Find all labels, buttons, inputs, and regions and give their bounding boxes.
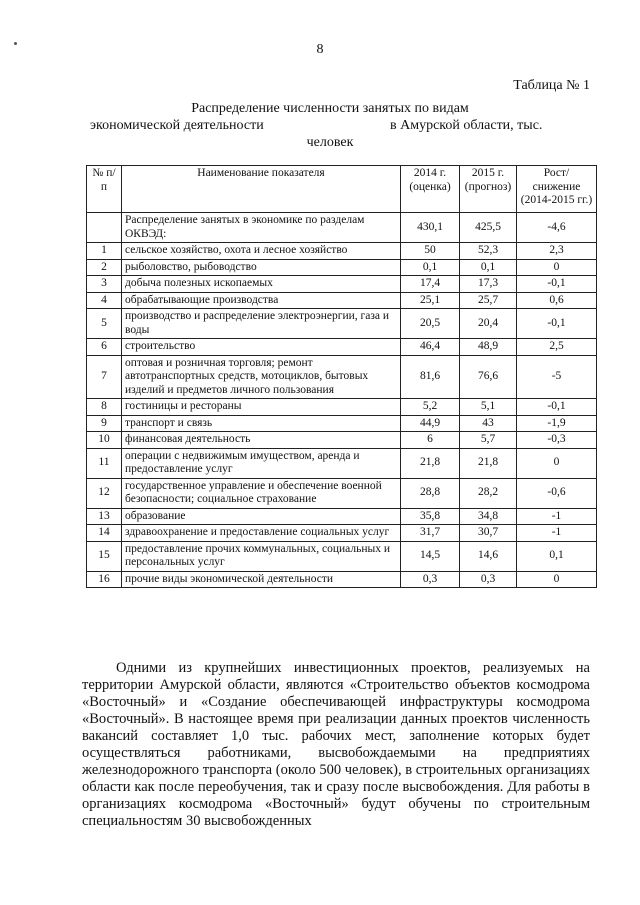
table-row (87, 276, 597, 293)
table-row (87, 399, 597, 416)
table-body (87, 213, 597, 588)
header-num: № п/п (87, 166, 122, 213)
row-change: -5 (517, 355, 597, 399)
row-change: 2,5 (517, 339, 597, 356)
row-num: 13 (87, 508, 122, 525)
caption-line-2b: в Амурской области, тыс. (390, 118, 543, 133)
table-row (87, 432, 597, 449)
caption-line-1: Распределение численности занятых по видам (191, 101, 469, 116)
row-2015: 0,3 (460, 571, 517, 588)
row-name: Распределение занятых в экономике по разделам ОКВЭД: (122, 213, 401, 243)
caption-line-3: человек (306, 135, 354, 150)
header-2015: 2015 г. (прогноз) (460, 166, 517, 213)
body-paragraph (82, 660, 590, 830)
row-name: строительство (122, 339, 401, 356)
header-name: Наименование показателя (122, 166, 401, 213)
row-2014: 31,7 (401, 525, 460, 542)
row-2014: 21,8 (401, 448, 460, 478)
row-2015: 30,7 (460, 525, 517, 542)
row-2015: 25,7 (460, 292, 517, 309)
row-num: 16 (87, 571, 122, 588)
row-2015: 48,9 (460, 339, 517, 356)
row-2014: 430,1 (401, 213, 460, 243)
row-2014: 81,6 (401, 355, 460, 399)
row-name: предоставление прочих коммунальных, социальных и персональных услуг (122, 541, 401, 571)
row-name: добыча полезных ископаемых (122, 276, 401, 293)
row-name: образование (122, 508, 401, 525)
employment-table (86, 165, 597, 588)
row-2015: 76,6 (460, 355, 517, 399)
row-num (87, 213, 122, 243)
row-num: 8 (87, 399, 122, 416)
row-num: 6 (87, 339, 122, 356)
table-row (87, 541, 597, 571)
row-2014: 50 (401, 243, 460, 260)
row-2014: 17,4 (401, 276, 460, 293)
table-row (87, 243, 597, 260)
table-row (87, 525, 597, 542)
row-num: 9 (87, 415, 122, 432)
row-2015: 0,1 (460, 259, 517, 276)
row-2015: 52,3 (460, 243, 517, 260)
row-2015: 43 (460, 415, 517, 432)
table-row (87, 309, 597, 339)
row-name: транспорт и связь (122, 415, 401, 432)
row-2014: 20,5 (401, 309, 460, 339)
row-2015: 28,2 (460, 478, 517, 508)
row-2015: 34,8 (460, 508, 517, 525)
row-name: прочие виды экономической деятельности (122, 571, 401, 588)
row-num: 14 (87, 525, 122, 542)
row-name: операции с недвижимым имуществом, аренда и предоставление услуг (122, 448, 401, 478)
table-row (87, 571, 597, 588)
row-2014: 28,8 (401, 478, 460, 508)
row-change: -1,9 (517, 415, 597, 432)
row-2014: 0,3 (401, 571, 460, 588)
row-change: 0 (517, 571, 597, 588)
row-num: 2 (87, 259, 122, 276)
row-num: 15 (87, 541, 122, 571)
table-label: Таблица № 1 (513, 78, 590, 93)
row-2014: 44,9 (401, 415, 460, 432)
caption-line-2a: экономической деятельности (90, 118, 264, 133)
row-2015: 425,5 (460, 213, 517, 243)
row-change: -0,3 (517, 432, 597, 449)
row-2014: 0,1 (401, 259, 460, 276)
row-num: 10 (87, 432, 122, 449)
row-2014: 35,8 (401, 508, 460, 525)
row-change: 0,1 (517, 541, 597, 571)
row-change: -0,1 (517, 399, 597, 416)
header-2014: 2014 г. (оценка) (401, 166, 460, 213)
row-2014: 6 (401, 432, 460, 449)
row-2015: 5,1 (460, 399, 517, 416)
row-name: государственное управление и обеспечение военной безопасности; социальное страхование (122, 478, 401, 508)
row-change: -4,6 (517, 213, 597, 243)
row-name: оптовая и розничная торговля; ремонт автотранспортных средств, мотоциклов, бытовых изделий и предметов личного пользования (122, 355, 401, 399)
row-change: 0 (517, 259, 597, 276)
table-row (87, 508, 597, 525)
row-2015: 21,8 (460, 448, 517, 478)
row-name: обрабатывающие производства (122, 292, 401, 309)
row-2015: 5,7 (460, 432, 517, 449)
row-2014: 46,4 (401, 339, 460, 356)
paragraph-text: Одними из крупнейших инвестиционных проектов, реализуемых на территории Амурской области, являются «Строительство объектов космодрома «Восточный» и «Создание обеспечивающей инфраструктуры космодрома «Восточный». В настоящее время при реализации данных проектов численность вакансий составляет 1,0 тыс. рабочих мест, заполнение которых будет осуществляться работниками, высвобождаемыми на предприятиях железнодорожного транспорта (около 500 человек), в строительных организациях области как после переобучения, так и сразу после высвобождения. Для работы в организациях космодрома «Восточный» будут обучены по строительным специальностям 30 высвобожденных (82, 660, 590, 829)
row-change: -0,6 (517, 478, 597, 508)
table-row (87, 292, 597, 309)
table-header-row (87, 166, 597, 213)
page-number: 8 (316, 42, 324, 57)
row-name: рыболовство, рыбоводство (122, 259, 401, 276)
row-2014: 5,2 (401, 399, 460, 416)
row-name: сельское хозяйство, охота и лесное хозяйство (122, 243, 401, 260)
row-2014: 25,1 (401, 292, 460, 309)
table-row (87, 448, 597, 478)
row-num: 3 (87, 276, 122, 293)
row-change: -1 (517, 525, 597, 542)
row-2014: 14,5 (401, 541, 460, 571)
row-name: финансовая деятельность (122, 432, 401, 449)
row-change: 0,6 (517, 292, 597, 309)
row-name: гостиницы и рестораны (122, 399, 401, 416)
row-num: 7 (87, 355, 122, 399)
row-num: 5 (87, 309, 122, 339)
row-change: 0 (517, 448, 597, 478)
table-row (87, 339, 597, 356)
table-row (87, 259, 597, 276)
row-2015: 14,6 (460, 541, 517, 571)
table-row (87, 478, 597, 508)
row-change: 2,3 (517, 243, 597, 260)
table-row (87, 415, 597, 432)
row-name: производство и распределение электроэнергии, газа и воды (122, 309, 401, 339)
row-name: здравоохранение и предоставление социальных услуг (122, 525, 401, 542)
caption-line-2 (90, 117, 570, 134)
row-num: 4 (87, 292, 122, 309)
row-change: -0,1 (517, 309, 597, 339)
row-change: -1 (517, 508, 597, 525)
table-row (87, 355, 597, 399)
row-change: -0,1 (517, 276, 597, 293)
row-num: 12 (87, 478, 122, 508)
row-2015: 20,4 (460, 309, 517, 339)
table-caption (90, 100, 570, 151)
row-num: 1 (87, 243, 122, 260)
row-num: 11 (87, 448, 122, 478)
table-row (87, 213, 597, 243)
header-change: Рост/снижение (2014-2015 гг.) (517, 166, 597, 213)
row-2015: 17,3 (460, 276, 517, 293)
